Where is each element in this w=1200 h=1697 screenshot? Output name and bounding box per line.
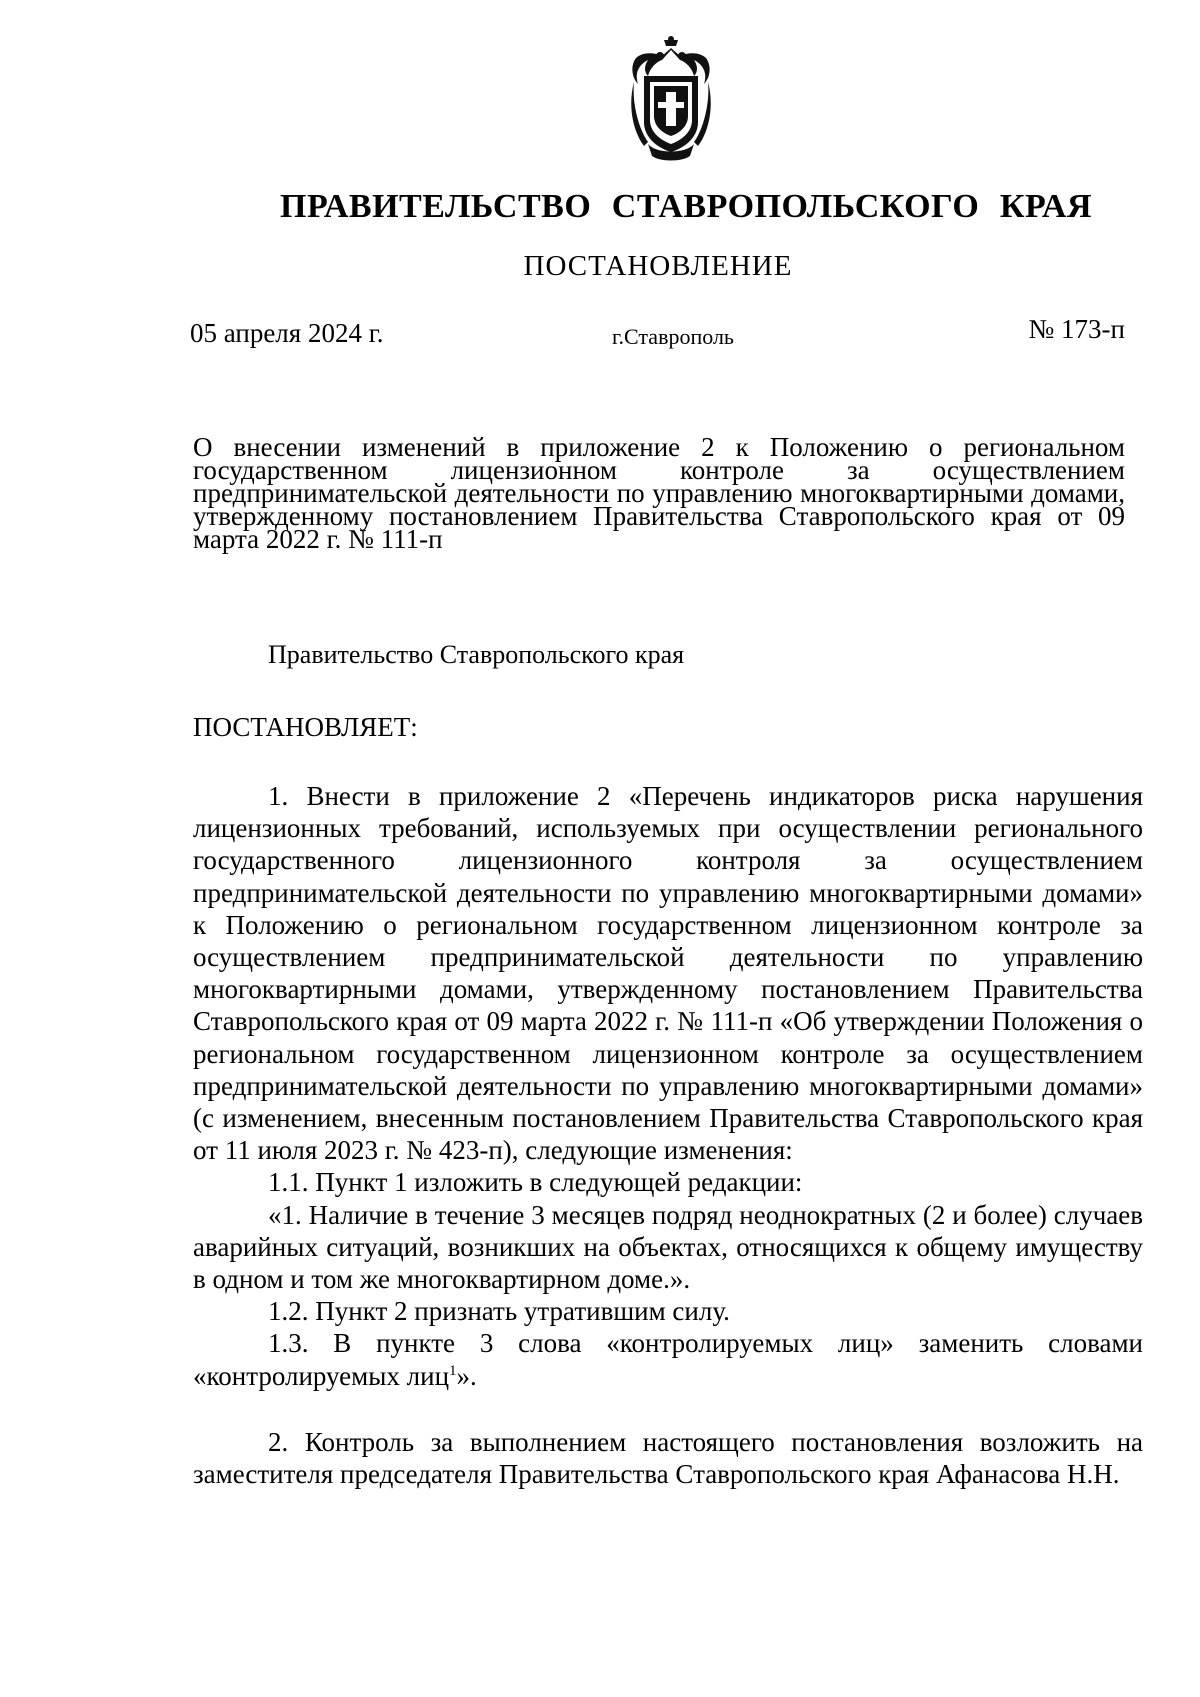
footnote-marker: 1 [449,1362,457,1379]
document-number: № 173-п [1028,314,1125,344]
paragraph-1-3-text: 1.3. В пункте 3 слова «контролируемых лиц» заменить словами «контролируемых лиц [193,1328,1143,1391]
paragraph-2: 2. Контроль за выполнением настоящего постановления возложить на заместителя председателя Правительства Ставропольского края Афанасова Н.Н. [193,1426,1143,1490]
document-date: 05 апреля 2024 г. [190,318,384,348]
government-title-word-2: СТАВРОПОЛЬСКОГО [611,188,980,225]
coat-of-arms-icon [628,36,714,162]
preamble-decrees: ПОСТАНОВЛЯЕТ: [193,712,418,742]
document-city: г.Ставрополь [612,324,734,349]
document-body [193,780,1143,1490]
preamble-government: Правительство Ставропольского края [268,640,685,669]
paragraph-1-1: 1.1. Пункт 1 изложить в следующей редакции: [268,1167,803,1198]
government-title-word-3: КРАЯ [999,188,1092,225]
paragraph-1-1-quote: «1. Наличие в течение 3 месяцев подряд неоднократных (2 и более) случаев аварийных ситуаций, возникших на объектах, относящихся к общему имуществу в одном и том же многоквартирном доме.». [193,1199,1143,1295]
government-title-word-1: ПРАВИТЕЛЬСТВО [280,188,592,225]
paragraph-1: 1. Внести в приложение 2 «Перечень индикаторов риска нарушения лицензионных требований, используемых при осуществлении регионального государственного лицензионного контроля за осуществлением предпринимательской деятельности по управлению многоквартирными домами» к Положению о региональном государственном лицензионном контроле за осуществлением предпринимательской деятельности по управлению многоквартирными домами, утвержденному постановлением Правительства Ставропольского края от 09 марта 2022 г. № 111-п «Об утверждении Положения о региональном государственном лицензионном контроле за осуществлением предпринимательской деятельности по управлению многоквартирными домами» (с изменением, внесенным постановлением Правительства Ставропольского края от 11 июля 2023 г. № 423-п), следующие изменения: [193,781,1143,1166]
document-type: ПОСТАНОВЛЕНИЕ [523,250,793,282]
paragraph-1-3 [193,1327,1143,1391]
paragraph-1-2: 1.2. Пункт 2 признать утратившим силу. [268,1296,730,1327]
government-title [280,188,1092,226]
document-subject: О внесении изменений в приложение 2 к Положению о региональном государственном лицензионном контроле за осуществлением предпринимательской деятельности по управлению многоквартирными домами, утвержденному постановлением Правительства Ставропольского края от 09 марта 2022 г. № 111-п [193,432,1125,554]
paragraph-1-3-end: ». [456,1360,477,1391]
